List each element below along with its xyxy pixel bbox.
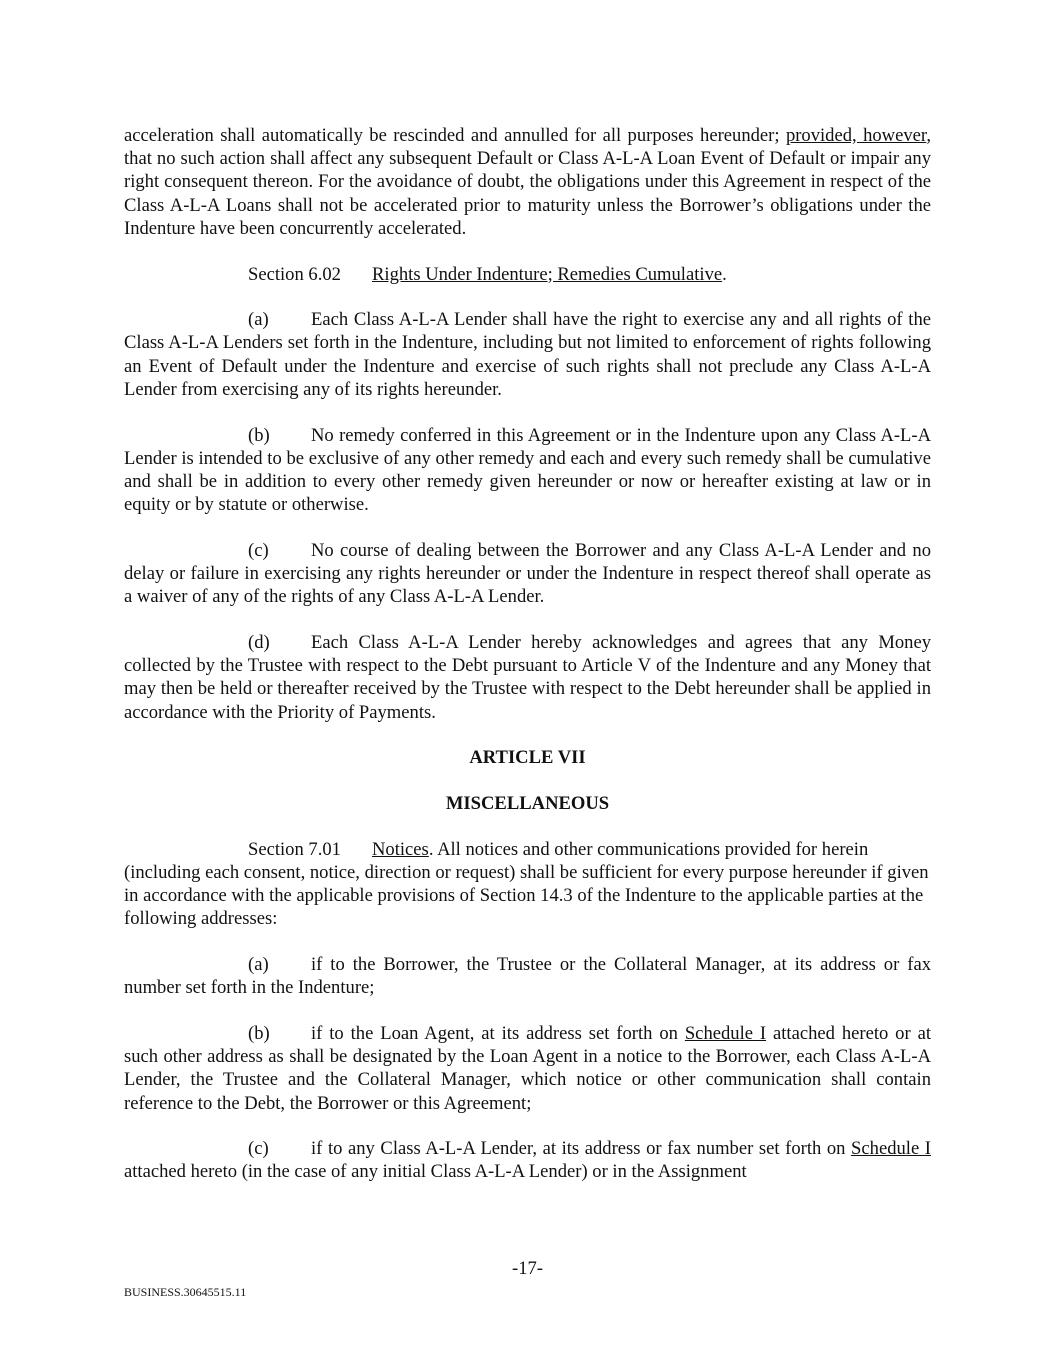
underlined-term: Schedule I [684, 1022, 767, 1044]
subsection-paragraph [124, 539, 931, 609]
paragraph-text: . [722, 263, 727, 285]
section-number: Section 6.02 [248, 263, 341, 285]
paragraph-text: No remedy conferred in this Agreement or in the Indenture upon any Class A-L-A Lender is intended to be exclusive of any other remedy and each and every such remedy shall be cumulative and shall be in addition to every other remedy given hereunder or now or hereafter existing at law or in equity or by statute or otherwise. [124, 424, 931, 516]
paragraph-text: acceleration shall automatically be rescinded and annulled for all purposes hereunder; [124, 125, 786, 146]
subsection-label: (c) [248, 539, 269, 561]
paragraph-text: ARTICLE VII [469, 747, 586, 769]
document-id: BUSINESS.30645515.11 [124, 1285, 247, 1299]
section-paragraph [124, 838, 931, 931]
subsection-paragraph [124, 1022, 931, 1115]
paragraph-text: attached hereto or at such other address as shall be designated by the Loan Agent in a notice to the Borrower, each Class A-L-A Lender, the Trustee and the Collateral Manager, which notice or other communication shall contain reference to the Debt, the Borrower or this Agreement; [124, 1022, 931, 1114]
section-number: Section 7.01 [248, 838, 341, 860]
underlined-term: Notices [372, 838, 429, 860]
underlined-term: Schedule I [851, 1138, 931, 1160]
page-number: -17- [512, 1258, 543, 1279]
article-heading [124, 746, 931, 769]
subsection-paragraph [124, 424, 931, 517]
document-body [124, 124, 931, 1206]
paragraph-text: if to any Class A-L-A Lender, at its address or fax number set forth on [311, 1138, 852, 1160]
paragraph-text: Each Class A-L-A Lender shall have the right to exercise any and all rights of the Class A-L-A Lenders set forth in the Indenture, including but not limited to enforcement of rights following an Event of Default under the Indenture and exercise of such rights shall not preclude any Class A-L-A Lender from exercising any of its rights hereunder. [124, 309, 931, 400]
subsection-label: (c) [248, 1138, 269, 1160]
underlined-term: provided, however [785, 125, 927, 146]
article-heading [124, 792, 931, 815]
paragraph-text: , that no such action shall affect any subsequent Default or Class A-L-A Loan Event of Default or impair any right consequent thereon. For the avoidance of doubt, the obligations under this Agreement in respect of the Class A-L-A Loans shall not be accelerated prior to maturity unless the Borrower’s obligations under the Indenture have been concurrently accelerated. [124, 125, 931, 239]
paragraph-text: No course of dealing between the Borrower and any Class A-L-A Lender and no delay or failure in exercising any rights hereunder or under the Indenture in respect thereof shall operate as a waiver of any of the rights of any Class A-L-A Lender. [124, 539, 931, 608]
paragraph-text: if to the Loan Agent, at its address set forth on [311, 1022, 685, 1044]
section-paragraph [124, 263, 931, 286]
subsection-label: (b) [248, 1022, 270, 1044]
paragraph-text: attached hereto (in the case of any initial Class A-L-A Lender) or in the Assignment [124, 1161, 747, 1183]
paragraph-text: Each Class A-L-A Lender hereby acknowledges and agrees that any Money collected by the Trustee with respect to the Debt pursuant to Article V of the Indenture and any Money that may then be held or thereafter received by the Trustee with respect to the Debt hereunder shall be applied in accordance with the Priority of Payments. [124, 631, 931, 723]
body-paragraph [124, 124, 931, 240]
subsection-label: (b) [248, 424, 270, 446]
subsection-paragraph [124, 631, 931, 724]
paragraph-text: . All notices and other communications provided for herein (including each consent, notice, direction or request) shall be sufficient for every purpose hereunder if given in accordance with the applicable provisions of Section 14.3 of the Indenture to the applicable parties at the following addresses: [124, 838, 929, 930]
subsection-paragraph [124, 308, 931, 401]
paragraph-text: if to the Borrower, the Trustee or the Collateral Manager, at its address or fax number set forth in the Indenture; [124, 953, 931, 999]
subsection-paragraph [124, 1137, 931, 1183]
subsection-label: (d) [248, 631, 270, 653]
subsection-label: (a) [248, 309, 269, 331]
subsection-paragraph [124, 953, 931, 999]
paragraph-text: MISCELLANEOUS [445, 792, 610, 814]
underlined-term: Rights Under Indenture; Remedies Cumulative [372, 263, 723, 285]
subsection-label: (a) [248, 953, 269, 975]
